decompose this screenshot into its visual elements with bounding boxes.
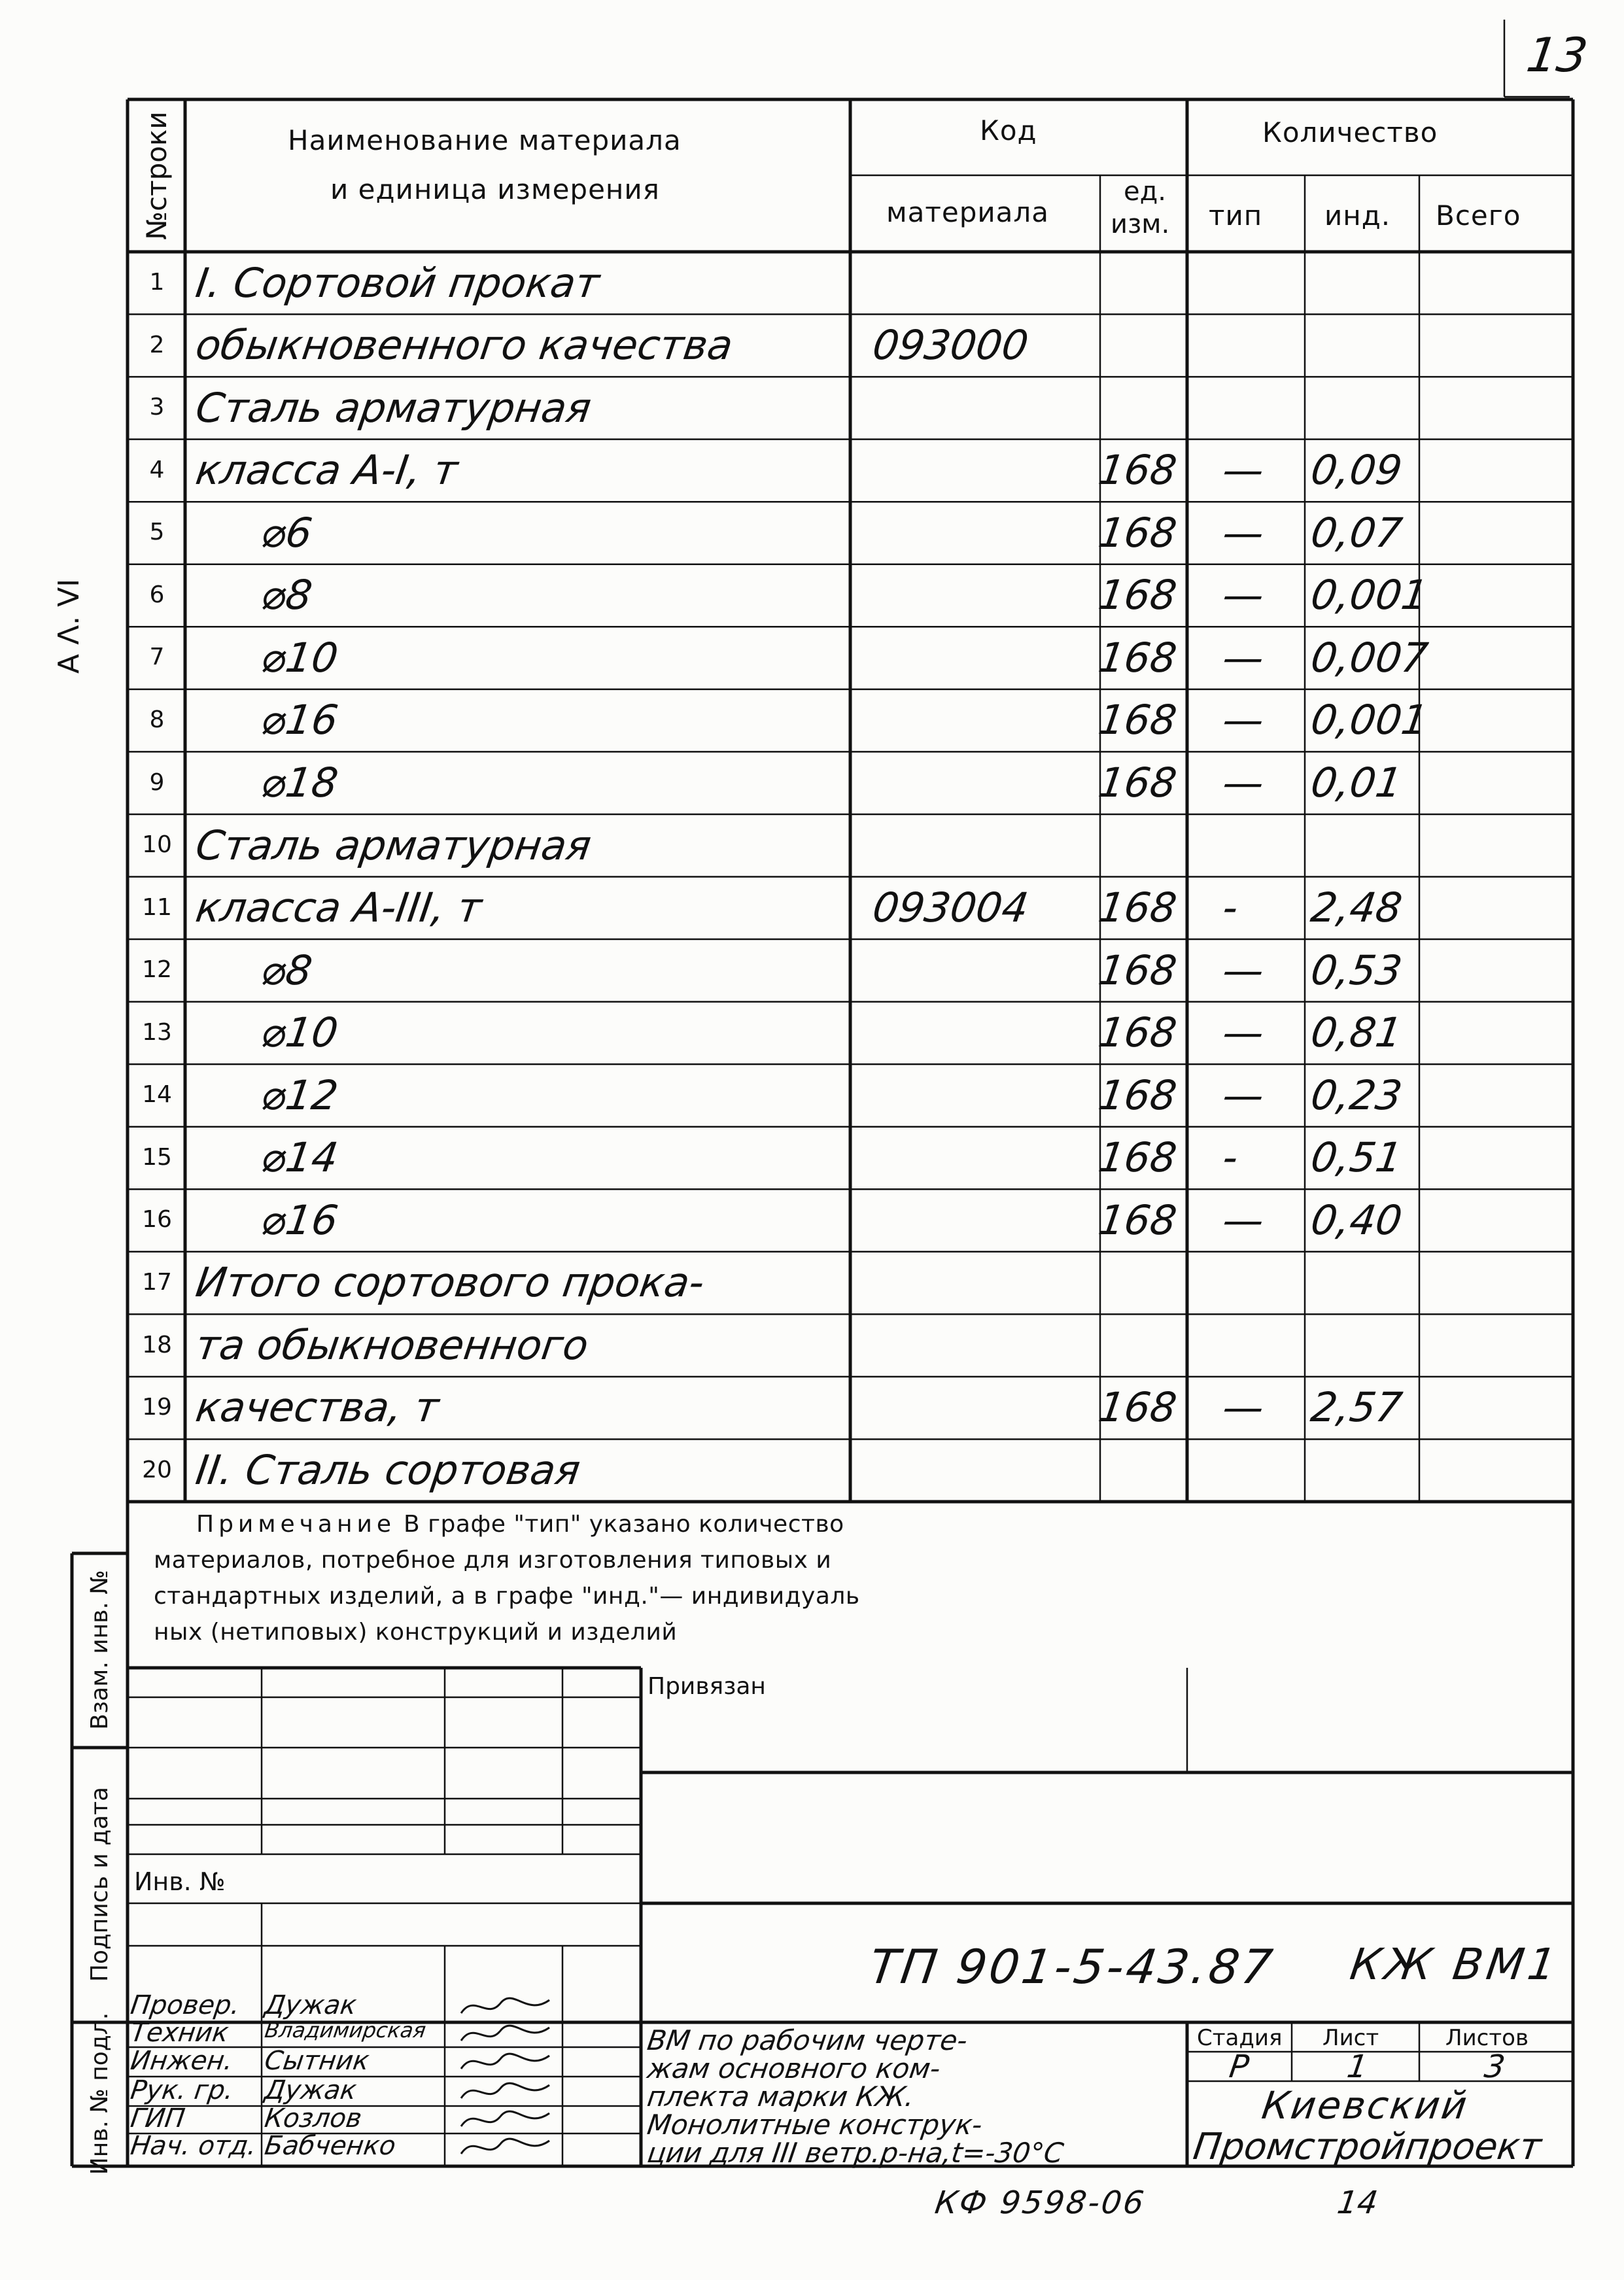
side-label-inv-podl	[73, 2012, 126, 2175]
footer-page: 14	[1335, 2185, 1381, 2221]
material-name: ⌀16	[258, 1196, 341, 1244]
page-number: 13	[1523, 27, 1591, 82]
side-label-inv-podl-text: Инв. № подл.	[86, 2012, 113, 2175]
signer-name: Дужак	[262, 1990, 358, 2020]
qty-individual: 0,07	[1307, 508, 1406, 557]
row-number: 10	[142, 831, 172, 859]
row-number: 19	[142, 1394, 172, 1421]
doc-mark: КЖ ВМ1	[1347, 1939, 1563, 1990]
note-line-3: стандартных изделий, а в графе "инд."— индивидуаль	[154, 1583, 860, 1610]
material-name: качества, т	[192, 1383, 442, 1432]
row-number: 5	[149, 519, 165, 546]
material-name: ⌀8	[258, 946, 315, 994]
row-number: 9	[149, 769, 165, 796]
material-name: Сталь арматурная	[192, 383, 595, 432]
material-code: 093000	[869, 321, 1031, 370]
signer-name: Бабченко	[262, 2131, 398, 2161]
qty-typical: -	[1219, 1133, 1241, 1182]
header-unit-l2: изм.	[1111, 209, 1170, 239]
footer-code: КФ 9598-06	[933, 2185, 1149, 2221]
qty-typical: —	[1219, 758, 1268, 806]
header-unit-l1: ед.	[1124, 177, 1166, 207]
qty-individual: 0,01	[1307, 758, 1406, 806]
unit-code: 168	[1095, 633, 1180, 682]
note-line-4: ных (нетиповых) конструкций и изделий	[154, 1619, 678, 1646]
qty-individual: 0,40	[1307, 1196, 1406, 1244]
signer-name: Дужак	[262, 2075, 358, 2105]
description-line: ВМ по рабочим черте-	[645, 2024, 970, 2056]
sheets-value: 3	[1482, 2048, 1508, 2085]
stage-label: Стадия	[1197, 2025, 1283, 2051]
material-name: ⌀16	[258, 696, 341, 744]
material-name: ⌀10	[258, 1009, 341, 1057]
signature-scribble	[458, 2107, 556, 2134]
row-number: 3	[149, 394, 165, 421]
signer-role: ГИП	[128, 2103, 187, 2133]
unit-code: 168	[1095, 946, 1180, 994]
qty-typical: —	[1219, 1383, 1268, 1432]
note-line-1-text: В графе "тип" указано количество	[396, 1511, 844, 1538]
qty-typical: —	[1219, 946, 1268, 994]
material-name: класса A-I, т	[192, 446, 461, 494]
qty-individual: 0,23	[1307, 1071, 1406, 1119]
stage-value: Р	[1227, 2048, 1251, 2085]
row-number: 20	[142, 1456, 172, 1483]
header-material: материала	[886, 196, 1050, 228]
unit-code: 168	[1095, 1133, 1180, 1182]
note-prefix: Примечание	[196, 1511, 396, 1538]
signature-scribble	[458, 2049, 556, 2077]
qty-typical: —	[1219, 1071, 1268, 1119]
unit-code: 168	[1095, 758, 1180, 806]
description-line: Монолитные конструк-	[645, 2109, 985, 2141]
material-name: ⌀8	[258, 571, 315, 619]
material-name: та обыкновенного	[192, 1321, 592, 1369]
material-name: Сталь арматурная	[192, 821, 595, 869]
side-label-zam-inv	[73, 1553, 126, 1746]
signer-name: Владимирская	[263, 2018, 428, 2043]
material-name: I. Сортовой прокат	[192, 258, 603, 307]
qty-individual: 0,81	[1307, 1009, 1406, 1057]
side-label-signature	[73, 1748, 126, 2021]
signature-scribble	[458, 2021, 556, 2048]
signer-role: Нач. отд.	[128, 2131, 259, 2161]
material-code: 093004	[869, 884, 1031, 932]
material-name: ⌀18	[258, 758, 341, 806]
qty-individual: 0,001	[1307, 571, 1431, 619]
signer-role: Инжен.	[128, 2046, 235, 2076]
unit-code: 168	[1095, 1071, 1180, 1119]
side-label-zam-inv-text: Взам. инв. №	[86, 1570, 113, 1730]
header-total: Всего	[1436, 199, 1521, 232]
material-name: обыкновенного качества	[192, 321, 736, 370]
unit-code: 168	[1095, 508, 1180, 557]
sheets-label: Листов	[1445, 2025, 1529, 2051]
header-row-no-text: №строки	[140, 111, 173, 240]
qty-individual: 0,09	[1307, 446, 1406, 494]
row-number: 2	[149, 331, 165, 358]
signer-name: Сытник	[262, 2046, 371, 2076]
header-quantity: Количество	[1262, 116, 1438, 148]
description-line: плекта марки КЖ.	[645, 2081, 917, 2113]
material-name: ⌀14	[258, 1133, 341, 1182]
row-number: 17	[142, 1268, 172, 1296]
doc-code: ТП 901-5-43.87	[866, 1939, 1279, 1994]
material-name: Итого сортового прока-	[192, 1258, 708, 1307]
header-tip: тип	[1209, 199, 1263, 232]
header-row-no	[128, 99, 185, 252]
material-name: ⌀12	[258, 1071, 341, 1119]
inv-label: Инв. №	[134, 1867, 226, 1896]
signer-role: Рук. гр.	[128, 2075, 235, 2105]
org-line-2: Промстройпроект	[1190, 2126, 1544, 2168]
signer-name: Козлов	[262, 2103, 364, 2133]
qty-typical: —	[1219, 508, 1268, 557]
qty-individual: 0,001	[1307, 696, 1431, 744]
side-mark-text: A Λ. VI	[52, 578, 86, 674]
org-line-1: Киевский	[1259, 2083, 1472, 2128]
description-line: жам основного ком-	[645, 2052, 942, 2084]
material-name: ⌀6	[258, 508, 315, 557]
sheet-label: Лист	[1322, 2025, 1379, 2051]
row-number: 4	[149, 456, 165, 483]
row-number: 6	[149, 581, 165, 608]
privyazan-label: Привязан	[648, 1673, 766, 1700]
note-line-2: материалов, потребное для изготовления типовых и	[154, 1547, 832, 1574]
signature-scribble	[458, 2134, 556, 2162]
qty-typical: —	[1219, 571, 1268, 619]
unit-code: 168	[1095, 446, 1180, 494]
side-label-signature-text: Подпись и дата	[86, 1786, 113, 1982]
row-number: 18	[142, 1331, 172, 1358]
qty-individual: 0,007	[1307, 633, 1431, 682]
qty-typical: —	[1219, 446, 1268, 494]
row-number: 11	[142, 893, 172, 921]
qty-individual: 2,48	[1307, 884, 1406, 932]
qty-individual: 0,51	[1307, 1133, 1406, 1182]
row-number: 8	[149, 706, 165, 734]
row-number: 15	[142, 1143, 172, 1171]
header-code: Код	[980, 114, 1037, 147]
row-number: 13	[142, 1018, 172, 1046]
qty-typical: —	[1219, 1196, 1268, 1244]
header-ind: инд.	[1324, 199, 1391, 232]
qty-typical: -	[1219, 884, 1241, 932]
unit-code: 168	[1095, 1196, 1180, 1244]
row-number: 1	[149, 269, 165, 296]
qty-typical: —	[1219, 1009, 1268, 1057]
signature-mark	[458, 2134, 556, 2169]
note-line-1	[196, 1511, 844, 1538]
unit-code: 168	[1095, 1383, 1180, 1432]
signer-role: Техник	[128, 2018, 231, 2048]
signature-scribble	[458, 1994, 556, 2021]
sheet-value: 1	[1345, 2048, 1370, 2085]
unit-code: 168	[1095, 1009, 1180, 1057]
unit-code: 168	[1095, 884, 1180, 932]
header-name-line1: Наименование материала	[288, 124, 682, 156]
signature-scribble	[458, 2079, 556, 2106]
material-name: класса A-III, т	[192, 884, 485, 932]
row-number: 7	[149, 644, 165, 671]
row-number: 12	[142, 956, 172, 984]
signer-role: Провер.	[128, 1990, 242, 2020]
unit-code: 168	[1095, 696, 1180, 744]
side-mark	[52, 578, 92, 674]
description-line: ции для III ветр.р-на,t=-30°C	[645, 2137, 1066, 2169]
material-name: ⌀10	[258, 633, 341, 682]
qty-typical: —	[1219, 633, 1268, 682]
qty-individual: 0,53	[1307, 946, 1406, 994]
row-number: 14	[142, 1081, 172, 1109]
material-name: II. Сталь сортовая	[192, 1446, 583, 1494]
row-number: 16	[142, 1206, 172, 1234]
header-name-line2: и единица измерения	[330, 173, 660, 205]
qty-individual: 2,57	[1307, 1383, 1406, 1432]
unit-code: 168	[1095, 571, 1180, 619]
qty-typical: —	[1219, 696, 1268, 744]
